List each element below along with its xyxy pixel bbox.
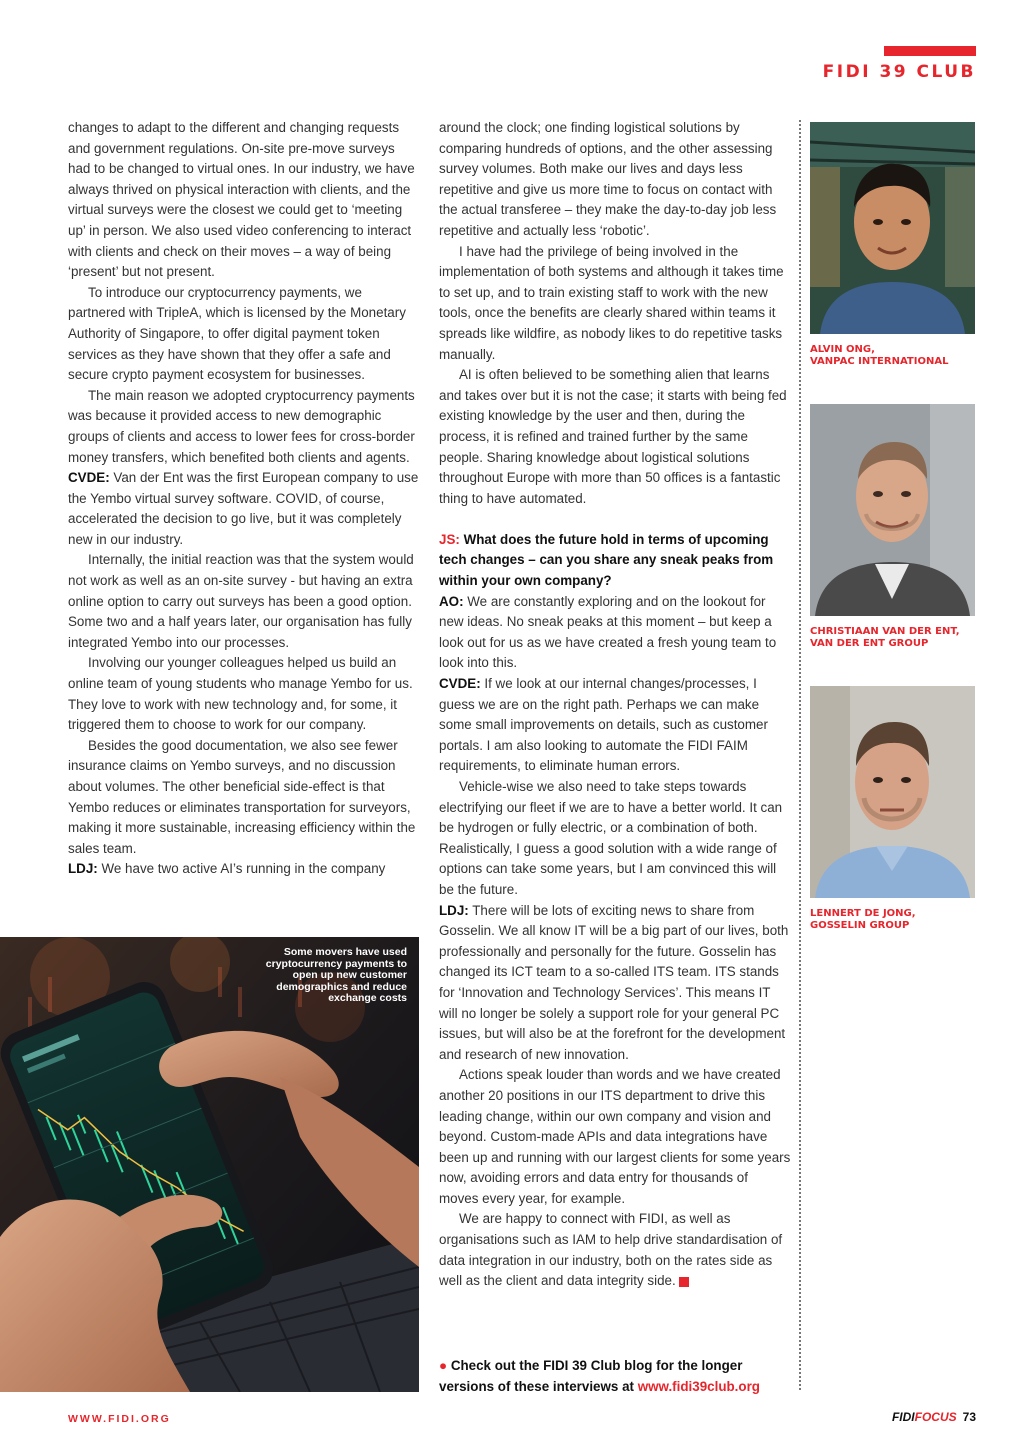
interview-question <box>439 530 791 592</box>
portrait-lennert-de-jong <box>810 686 975 898</box>
image-caption: Some movers have used cryptocurrency payments to open up new customer demographics and reduce exchange costs <box>265 946 407 1004</box>
paragraph <box>68 283 420 386</box>
paragraph <box>439 1065 791 1209</box>
paragraph <box>439 1209 791 1291</box>
paragraph-text: changes to adapt to the different and changing requests and government regulations. On-site pre-move surveys had to be changed to virtual ones. In our industry, we have always thrived on physical interaction with clients, and the virtual surveys were the closest we could get to ‘meeting up’ in person. We also used video conferencing to interact with clients and check on their moves – a way of being ‘present’ but not present. <box>68 120 415 280</box>
paragraph <box>439 901 791 1066</box>
paragraph-text: The main reason we adopted cryptocurrency payments was because it provided access to new demographic groups of clients and access to lower fees for cross-border money transfers, which benefited both clients and agents. <box>68 387 415 465</box>
bullet-icon: ● <box>439 1358 448 1373</box>
speaker-label: LDJ: <box>439 902 469 918</box>
portrait-alvin-ong <box>810 122 975 334</box>
profile-company: VANPAC INTERNATIONAL <box>810 356 949 367</box>
paragraph-text: AI is often believed to be something alien that learns and takes over but it is not the case; it starts with being fed existing knowledge by the user and then, during the process, it is refined and trained further by the same people. Sharing knowledge about logistical solutions throughout Europe with more than 50 offices is a fantastic thing to have automated. <box>439 367 787 506</box>
paragraph-text: around the clock; one finding logistical solutions by comparing hundreds of options, and the other assessing survey volumes. Both make our lives and days less repetitive and give us more time to focus on contact with the actual transferee – they make the day-to-day job less repetitive and actually less ‘robotic’. <box>439 120 777 238</box>
article-column-middle <box>439 118 791 1292</box>
speaker-label: CVDE: <box>68 470 110 486</box>
blog-link[interactable]: www.fidi39club.org <box>637 1378 760 1394</box>
paragraph <box>439 592 791 674</box>
paragraph <box>68 550 420 653</box>
page-number: 73 <box>962 1410 976 1424</box>
paragraph-text: We are happy to connect with FIDI, as well as organisations such as IAM to help drive standardisation of data integration in our industry, both on the rates side as well as the client and data integrity side. <box>439 1211 783 1289</box>
blog-callout <box>439 1356 791 1397</box>
profile-name: CHRISTIAAN VAN DER ENT, <box>810 626 960 637</box>
paragraph-text: We have two active AI’s running in the company <box>97 861 386 877</box>
photo-illustration <box>0 937 419 1392</box>
paragraph-text: We are constantly exploring and on the lookout for new ideas. No sneak peaks at this moment – but keep a look out for us as we have created a fresh young team to look into this. <box>439 593 777 671</box>
profile-name: LENNERT DE JONG, <box>810 908 916 919</box>
profile-company: VAN DER ENT GROUP <box>810 638 929 649</box>
paragraph <box>439 674 791 777</box>
paragraph <box>439 118 791 242</box>
article-column-left <box>68 118 420 880</box>
paragraph-text: There will be lots of exciting news to share from Gosselin. We all know IT will be a big part of our lives, both professionally and personally for the future. Gosselin has changed its ICT team to a so-called ITS team. ITS stands for ‘Innovation and Technology Services’. This means IT will no longer be solely a support role for your general PC issues, but will also be at the forefront for the development and research of new innovation. <box>439 902 789 1062</box>
paragraph-text: Vehicle-wise we also need to take steps towards electrifying our fleet if we are to have a better world. It can be hydrogen or fully electric, or a combination of both. Realistically, I guess a good solution with a wide range of options can take some years, but I am convinced this will be the future. <box>439 779 783 897</box>
paragraph-text: To introduce our cryptocurrency payments, we partnered with TripleA, which is licensed by the Monetary Authority of Singapore, to offer digital payment token services as they have shown that they offer a safe and secure crypto payment ecosystem for businesses. <box>68 284 406 383</box>
speaker-label: LDJ: <box>68 861 98 877</box>
paragraph <box>439 365 791 509</box>
footer-website[interactable]: WWW.FIDI.ORG <box>68 1413 171 1425</box>
portrait-illustration <box>810 404 975 616</box>
spacer <box>439 509 791 530</box>
portrait-illustration <box>810 122 975 334</box>
speaker-label: AO: <box>439 593 464 609</box>
portrait-illustration <box>810 686 975 898</box>
paragraph-text: Involving our younger colleagues helped us build an online team of young students who manage Yembo for us. They love to work with new technology and, for some, it triggered them to choose to work for our company. <box>68 655 413 733</box>
paragraph <box>68 736 420 860</box>
brand-fidi: FIDI <box>891 1410 915 1424</box>
profile-caption-3 <box>810 908 975 932</box>
paragraph-text: Van der Ent was the first European company to use the Yembo virtual survey software. COVID, of course, accelerated the decision to go live, but it was completely new in our industry. <box>68 470 419 547</box>
profile-caption-1 <box>810 344 975 368</box>
paragraph <box>68 468 420 550</box>
speaker-label: CVDE: <box>439 676 481 692</box>
paragraph-text: Actions speak louder than words and we have created another 20 positions in our ITS department to drive this leading change, within our own company and vision and beyond. Custom-made APIs and data integrations have been up and running with our largest clients for some years now, avoiding errors and data entry for thousands of moves every year, for example. <box>439 1067 791 1206</box>
end-mark-icon: FF <box>679 1277 689 1287</box>
paragraph-text: If we look at our internal changes/processes, I guess we are on the right path. Perhaps we can make some small improvements on details, such as customer portals. I am also looking to automate the FIDI FAIM requirements, to eliminate human errors. <box>439 676 768 774</box>
profile-caption-2 <box>810 626 975 650</box>
paragraph <box>68 859 420 880</box>
profile-name: ALVIN ONG, <box>810 344 875 355</box>
header-accent-bar <box>884 46 976 56</box>
paragraph <box>68 386 420 468</box>
paragraph <box>68 653 420 735</box>
footer-brand <box>892 1410 976 1424</box>
smartphone-trading-photo <box>0 937 419 1392</box>
paragraph-text: Besides the good documentation, we also see fewer insurance claims on Yembo surveys, and no discussion about volumes. The other beneficial side-effect is that Yembo reduces or eliminates transportation for surveyors, making it more sustainable, increasing efficiency within the sales team. <box>68 737 416 856</box>
paragraph <box>439 242 791 366</box>
paragraph <box>68 118 420 283</box>
profile-company: GOSSELIN GROUP <box>810 920 910 931</box>
question-speaker: JS: <box>439 531 460 547</box>
paragraph-text: Internally, the initial reaction was that the system would not work as well as an on-site survey - but having an extra online option to carry out surveys has been a good option. Some two and a half years later, our organisation has fully integrated Yembo into our processes. <box>68 552 414 650</box>
callout-text: Check out the FIDI 39 Club blog for the longer versions of these interviews at <box>439 1358 743 1394</box>
paragraph <box>439 777 791 901</box>
paragraph-text: I have had the privilege of being involved in the implementation of both systems and although it takes time to set up, and to train existing staff to work with the new tools, once the benefits are clearly shared within teams it spreads like wildfire, as nobody likes to do repetitive tasks manually. <box>439 243 784 362</box>
portrait-christiaan-van-der-ent <box>810 404 975 616</box>
section-title: FIDI 39 CLUB <box>822 62 976 82</box>
brand-focus: FOCUS <box>914 1410 957 1424</box>
column-divider <box>799 120 801 1390</box>
question-text: What does the future hold in terms of upcoming tech changes – can you share any sneak peaks from within your own company? <box>439 531 774 589</box>
